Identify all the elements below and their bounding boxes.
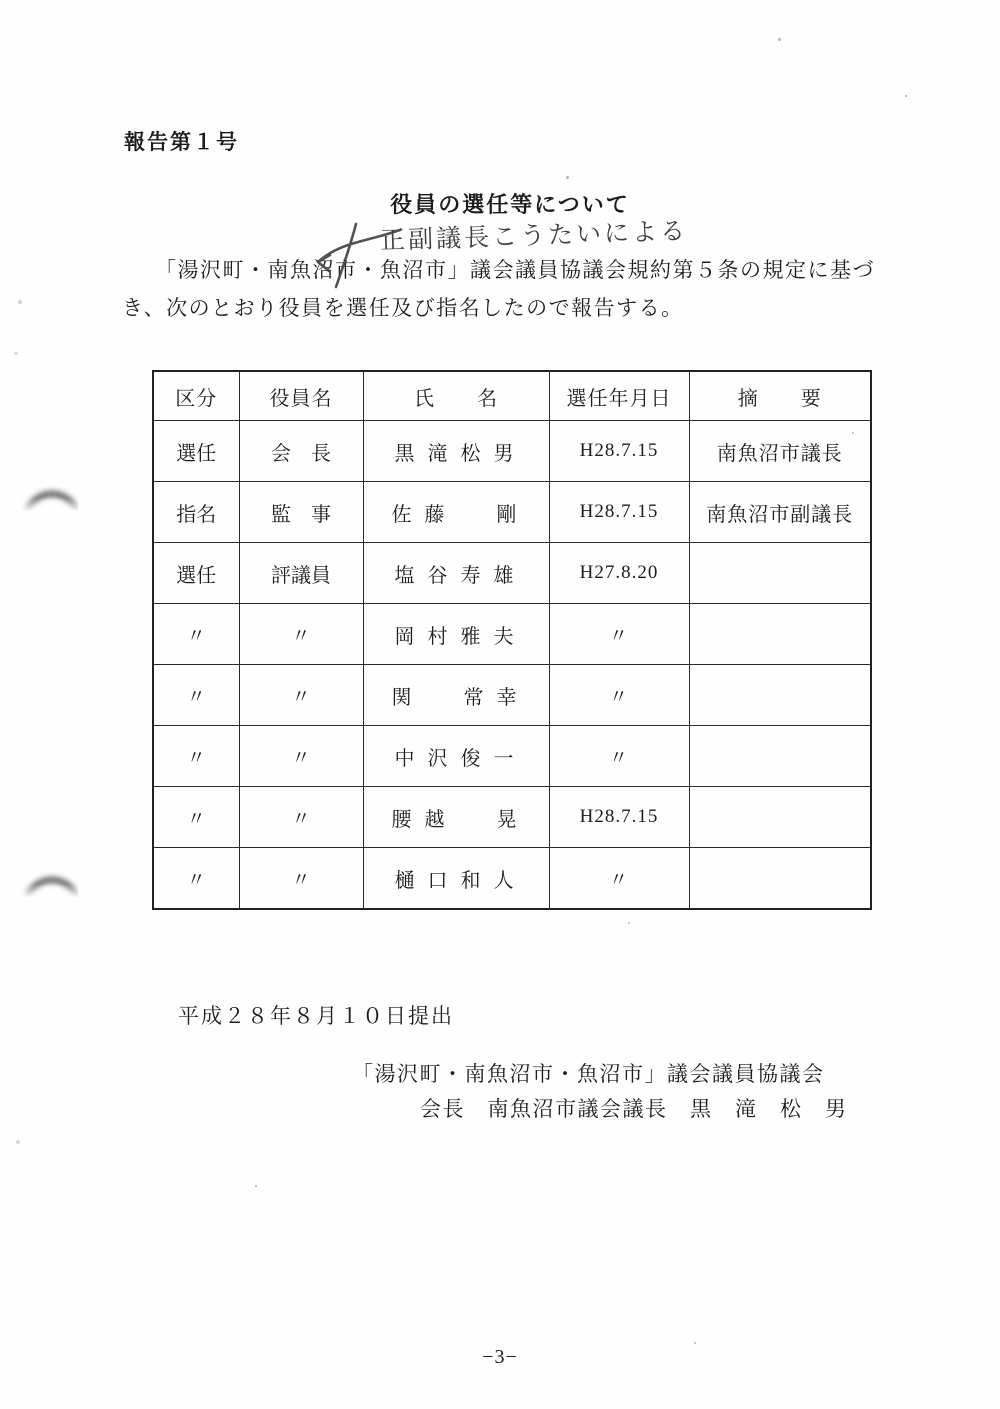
officers-table: [152, 370, 872, 910]
scan-speck: [628, 922, 630, 924]
table-row: [153, 848, 871, 910]
punch-hole-mark: [20, 872, 78, 900]
report-number: 報告第１号: [124, 131, 239, 154]
punch-hole-mark: [20, 486, 78, 514]
table-row: [153, 604, 871, 665]
cell-category: 〃: [153, 604, 239, 665]
cell-date: H28.7.15: [549, 421, 689, 482]
cell-date: 〃: [549, 604, 689, 665]
chairman-signature: 会長 南魚沼市議会議長 黒 滝 松 男: [420, 1097, 848, 1121]
table-row: [153, 543, 871, 604]
cell-date: H27.8.20: [549, 543, 689, 604]
cell-position: 会 長: [239, 421, 363, 482]
cell-position: 〃: [239, 848, 363, 910]
scan-speck: [16, 1140, 20, 1144]
col-header-position: 役員名: [239, 371, 363, 421]
cell-remarks: 南魚沼市副議長: [689, 482, 871, 543]
cell-category: 〃: [153, 665, 239, 726]
scan-speck: [694, 1342, 696, 1344]
body-text-line-1: 「湯沢町・南魚沼市・魚沼市」議会議員協議会規約第５条の規定に基づ: [155, 258, 875, 282]
organization-name: 「湯沢町・南魚沼市・魚沼市」議会議員協議会: [352, 1062, 825, 1086]
scan-speck: [566, 176, 569, 179]
cell-category: 選任: [153, 543, 239, 604]
scan-speck: [905, 95, 907, 97]
body-text-line-2: き、次のとおり役員を選任及び指名したので報告する。: [122, 296, 684, 320]
cell-name: 塩 谷 寿 雄: [363, 543, 549, 604]
cell-category: 〃: [153, 848, 239, 910]
scan-speck: [255, 1185, 257, 1187]
table-header-row: [153, 371, 871, 421]
table-row: [153, 665, 871, 726]
cell-category: 選任: [153, 421, 239, 482]
cell-remarks: [689, 787, 871, 848]
cell-remarks: [689, 543, 871, 604]
cell-position: 〃: [239, 787, 363, 848]
col-header-remarks: 摘 要: [689, 371, 871, 421]
table-row: [153, 421, 871, 482]
cell-category: 〃: [153, 726, 239, 787]
cell-date: 〃: [549, 848, 689, 910]
cell-category: 指名: [153, 482, 239, 543]
table-row: [153, 787, 871, 848]
document-title: 役員の選任等について: [390, 192, 630, 217]
cell-name: 佐 藤 剛: [363, 482, 549, 543]
cell-remarks: [689, 848, 871, 910]
page-number: −3−: [482, 1346, 518, 1368]
cell-category: 〃: [153, 787, 239, 848]
table-row: [153, 482, 871, 543]
handwritten-arrow-icon: [288, 212, 418, 297]
scan-speck: [18, 300, 22, 304]
scan-speck: [14, 352, 18, 355]
cell-position: 〃: [239, 604, 363, 665]
cell-position: 評議員: [239, 543, 363, 604]
scan-speck: [852, 432, 854, 434]
col-header-name: 氏 名: [363, 371, 549, 421]
cell-date: H28.7.15: [549, 482, 689, 543]
cell-name: 樋 口 和 人: [363, 848, 549, 910]
cell-name: 中 沢 俊 一: [363, 726, 549, 787]
cell-remarks: [689, 726, 871, 787]
cell-position: 〃: [239, 665, 363, 726]
cell-name: 腰 越 晃: [363, 787, 549, 848]
cell-date: H28.7.15: [549, 787, 689, 848]
cell-position: 監 事: [239, 482, 363, 543]
cell-date: 〃: [549, 665, 689, 726]
cell-position: 〃: [239, 726, 363, 787]
cell-name: 黒 滝 松 男: [363, 421, 549, 482]
cell-date: 〃: [549, 726, 689, 787]
cell-remarks: [689, 604, 871, 665]
col-header-category: 区分: [153, 371, 239, 421]
col-header-date: 選任年月日: [549, 371, 689, 421]
cell-name: 関 常 幸: [363, 665, 549, 726]
handwritten-annotation: 正副議長こうたいによる: [379, 218, 689, 255]
table-row: [153, 726, 871, 787]
cell-name: 岡 村 雅 夫: [363, 604, 549, 665]
cell-remarks: 南魚沼市議長: [689, 421, 871, 482]
submission-date: 平成２８年８月１０日提出: [178, 1004, 454, 1028]
cell-remarks: [689, 665, 871, 726]
scan-speck: [778, 38, 781, 41]
